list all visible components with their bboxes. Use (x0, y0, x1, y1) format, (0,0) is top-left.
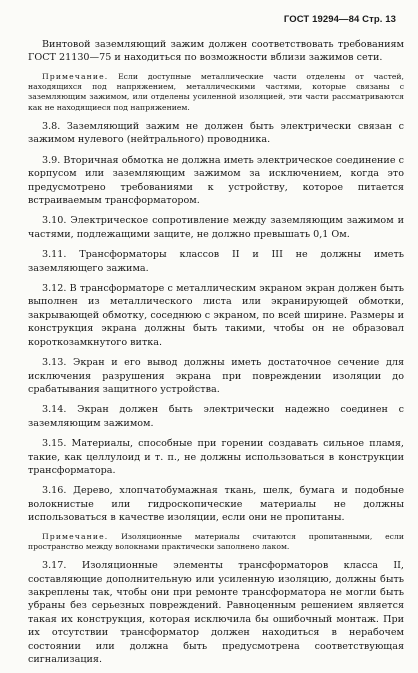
clause-3-15: 3.15. Материалы, способные при горении создавать сильное пламя, такие, как целлулоид и т. п., не должны использоваться в конструкции трансформатора. (28, 438, 404, 476)
document-body (28, 38, 404, 673)
clause-3-10: 3.10. Электрическое сопротивление между заземляющим зажимом и частями, подлежащими защите, не должно превышать 0,1 Ом. (28, 215, 404, 240)
clause-3-16: 3.16. Дерево, хлопчатобумажная ткань, шелк, бумага и подобные волокнистые или гидроскопические материалы не должны использоваться в качестве изоляции, если они не пропитаны. (28, 485, 404, 524)
clause-3-13: 3.13. Экран и его вывод должны иметь достаточное сечение для исключения разрушения экрана при повреждении изоляции до срабатывания защитного устройства. (28, 357, 404, 395)
page-number: Стр. 13 (362, 14, 396, 25)
page-header (284, 14, 396, 25)
clause-3-8: 3.8. Заземляющий зажим не должен быть электрически связан с зажимом нулевого (нейтрального) проводника. (28, 121, 404, 146)
note-text: Изоляционные материалы считаются пропитанными, если пространство между волокнами практически заполнено лаком. (28, 531, 404, 551)
note-label: Примечание. (42, 71, 109, 81)
note-label: Примечание. (42, 531, 109, 541)
clause-3-9: 3.9. Вторичная обмотка не должна иметь электрическое соединение с корпусом или заземляющим зажимом за исключением, когда это предусмотрено требованиями к устройству, которое питается встраиваемым трансформатором. (28, 154, 404, 207)
clause-3-17: 3.17. Изоляционные элементы трансформаторов класса II, составляющие дополнительную или усиленную изоляцию, должны быть закреплены так, чтобы они при ремонте трансформатора не могли быть убраны без серьезных повреждений. Равноценным решением является такая их конструкция, которая исключила бы ошибочный монтаж. При их отсутствии трансформатор должен находиться в нерабочем состоянии или должна быть предусмотрена соответствующая сигнализация. (28, 560, 404, 665)
note-accessible-parts (28, 72, 404, 113)
clause-3-12: 3.12. В трансформаторе с металлическим экраном экран должен быть выполнен из металлического листа или экранирующей обмотки, закрывающей обмотку, соседнюю с экраном, по всей ширине. Размеры и конструкция экрана должны быть такими, чтобы он не образовал короткозамкнутого витка. (28, 283, 404, 348)
note-text: Если доступные металлические части отделены от частей, находящихся под напряжением, металлическими частями, которые связаны с заземляющим зажимом, или отделены усиленной изоляцией, эти части рассматриваются как не находящиеся под напряжением. (28, 71, 404, 112)
clause-3-11: 3.11. Трансформаторы классов II и III не должны иметь заземляющего зажима. (28, 249, 404, 274)
note-impregnated-materials (28, 532, 404, 553)
clause-3-14: 3.14. Экран должен быть электрически надежно соединен с заземляющим зажимом. (28, 404, 404, 429)
paragraph-screw-terminal: Винтовой заземляющий зажим должен соответствовать требованиям ГОСТ 21130—75 и находиться по возможности вблизи зажимов сети. (28, 39, 404, 64)
standard-number: ГОСТ 19294—84 (283, 14, 360, 25)
